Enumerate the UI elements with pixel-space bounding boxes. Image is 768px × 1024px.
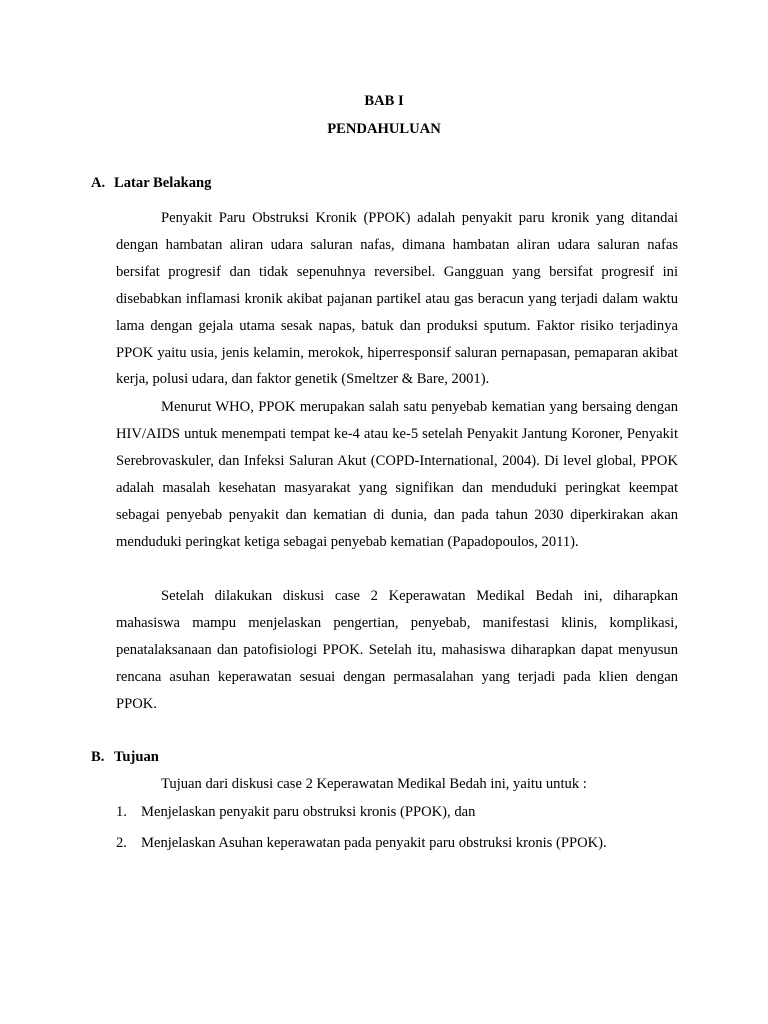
section-a-letter: A. (91, 175, 106, 191)
list-item-number: 2. (116, 835, 127, 851)
section-a-heading (91, 175, 211, 192)
section-b-letter: B. (91, 749, 105, 765)
paragraph-3 (116, 583, 678, 718)
paragraph-2-text: Menurut WHO, PPOK merupakan salah satu penyebab kematian yang bersaing dengan HIV/AIDS untuk menempati tempat ke-4 atau ke-5 setelah Penyakit Jantung Koroner, Penyakit Serebrovaskuler, dan Infeksi Saluran Akut (COPD-International, 2004). Di level global, PPOK adalah masalah kesehatan masyarakat yang signifikan dan menduduki peringkat keempat sebagai penyebab penyakit dan kematian di dunia, dan pada tahun 2030 diperkirakan akan menduduki peringkat ketiga sebagai penyebab kematian (Papadopoulos, 2011). (116, 399, 678, 550)
section-b-intro: Tujuan dari diskusi case 2 Keperawatan Medikal Bedah ini, yaitu untuk : (161, 776, 587, 792)
paragraph-2 (116, 394, 678, 555)
section-b-title: Tujuan (114, 749, 159, 765)
list-item (116, 803, 696, 834)
section-a-title: Latar Belakang (114, 175, 212, 191)
objectives-list (116, 803, 696, 865)
list-item-text: Menjelaskan penyakit paru obstruksi kronis (PPOK), dan (141, 804, 476, 820)
list-item-number: 1. (116, 804, 127, 820)
section-b-heading (91, 749, 159, 766)
list-item (116, 834, 696, 865)
chapter-number: BAB I (364, 93, 404, 109)
paragraph-3-text: Setelah dilakukan diskusi case 2 Keperawatan Medikal Bedah ini, diharapkan mahasiswa mampu menjelaskan pengertian, penyebab, manifestasi klinis, komplikasi, penatalaksanaan dan patofisiologi PPOK. Setelah itu, mahasiswa diharapkan dapat menyusun rencana asuhan keperawatan sesuai dengan permasalahan yang terjadi pada klien dengan PPOK. (116, 588, 678, 712)
paragraph-1 (116, 205, 678, 393)
paragraph-1-text: Penyakit Paru Obstruksi Kronik (PPOK) adalah penyakit paru kronik yang ditandai dengan hambatan aliran udara saluran nafas, dimana hambatan aliran udara saluran nafas bersifat progresif dan tidak sepenuhnya reversibel. Gangguan yang bersifat progresif ini disebabkan inflamasi kronik akibat pajanan partikel atau gas beracun yang terjadi dalam waktu lama dengan gejala utama sesak napas, batuk dan produksi sputum. Faktor risiko terjadinya PPOK yaitu usia, jenis kelamin, merokok, hiperresponsif saluran pernapasan, pemaparan akibat kerja, polusi udara, dan faktor genetik (Smeltzer & Bare, 2001). (116, 210, 678, 388)
list-item-text: Menjelaskan Asuhan keperawatan pada penyakit paru obstruksi kronis (PPOK). (141, 835, 607, 851)
chapter-title: PENDAHULUAN (327, 121, 441, 137)
